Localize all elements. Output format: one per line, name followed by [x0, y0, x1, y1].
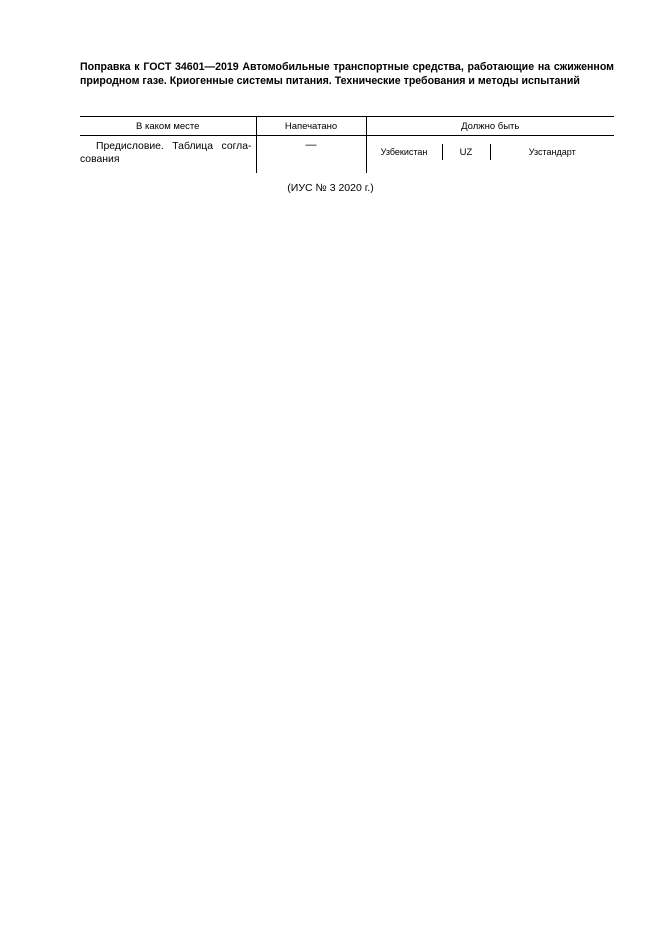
- issue-reference: (ИУС № 3 2020 г.): [287, 182, 374, 194]
- place-text: Предисловие. Таблица согласования: [80, 141, 252, 165]
- correction-table: [80, 116, 614, 173]
- correction-title: Поправка к ГОСТ 34601—2019 Автомобильные транспортные средства, работающие на сжиженном природном газе. Криогенные системы питания. Технические требования и методы испытаний: [80, 61, 614, 87]
- country-code: UZ: [459, 147, 473, 158]
- country-name: Узбекистан: [380, 147, 428, 157]
- header-should-be: Должно быть: [366, 117, 614, 136]
- table-row: [80, 136, 614, 174]
- header-place: В каком месте: [80, 117, 256, 136]
- cell-place: [80, 136, 256, 174]
- table-header-row: [80, 117, 614, 136]
- standards-body: Узстандарт: [528, 147, 576, 157]
- cell-printed: —: [256, 136, 366, 174]
- header-printed: Напечатано: [256, 117, 366, 136]
- cell-should-be: [366, 136, 614, 174]
- should-be-inner-row: [367, 144, 615, 160]
